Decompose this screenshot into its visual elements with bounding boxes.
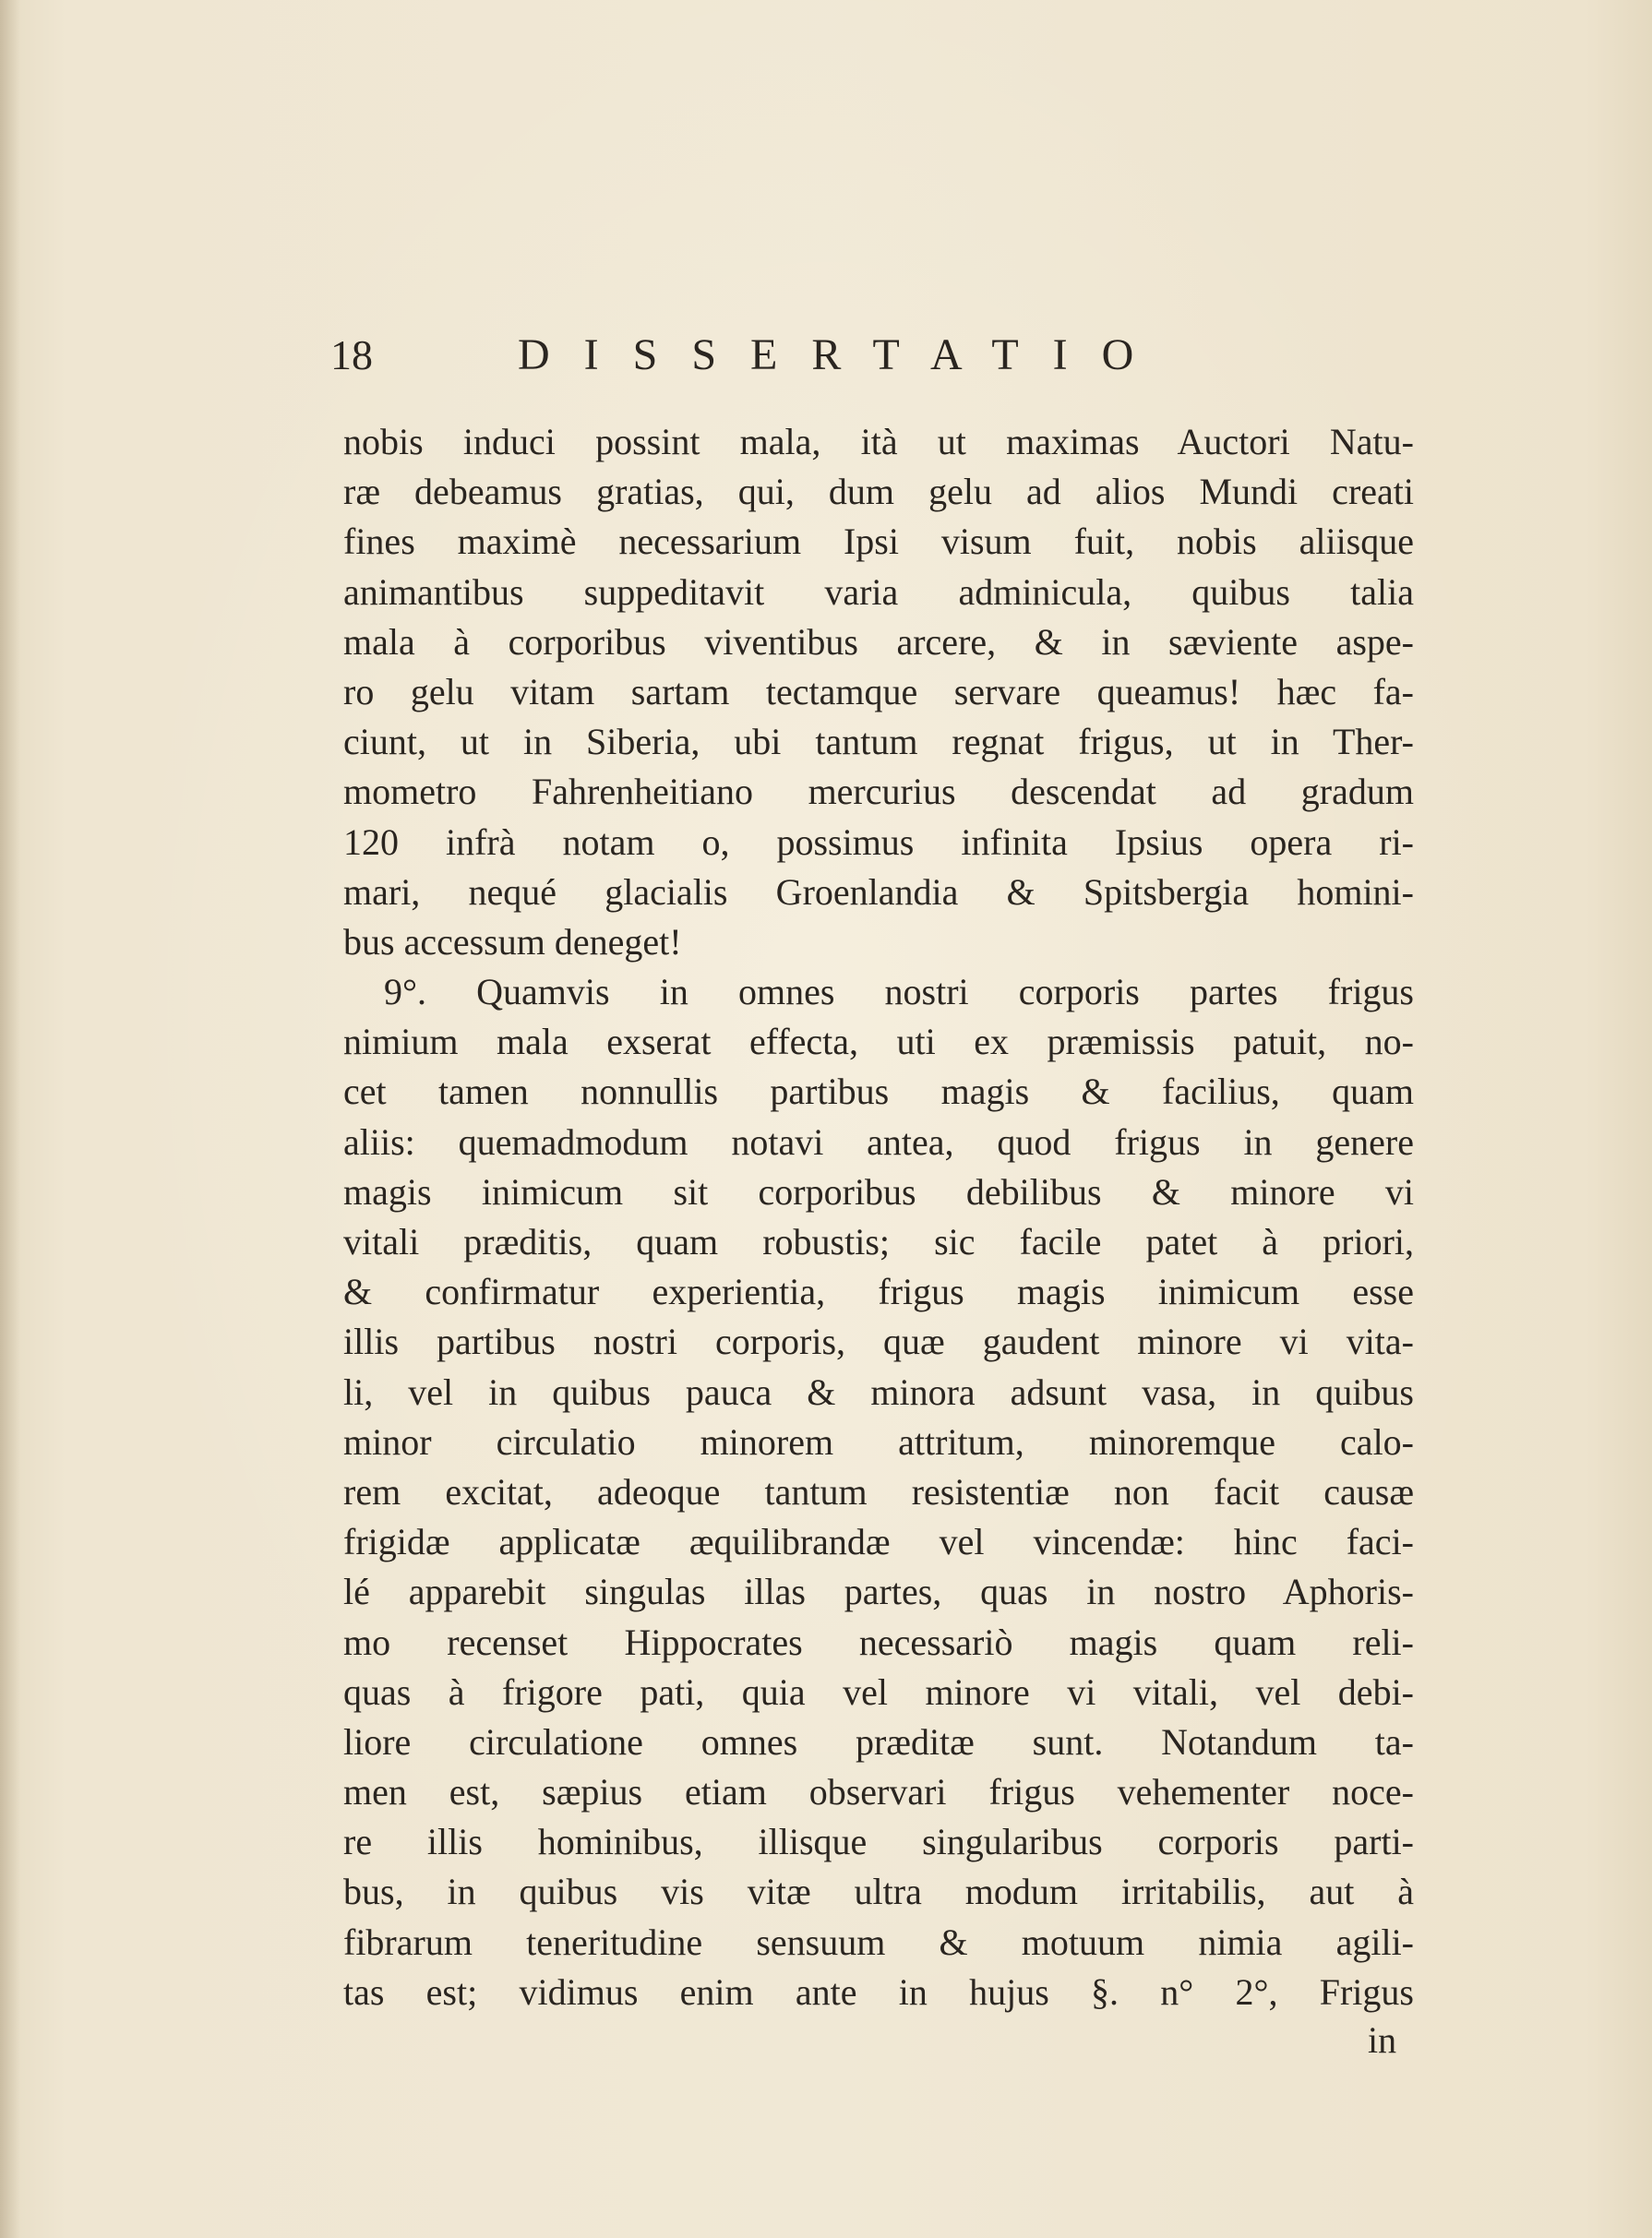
text-line: magis inimicum sit corporibus debilibus & minore vi xyxy=(343,1170,1414,1213)
page-number: 18 xyxy=(330,331,373,378)
text-line: vitali præditis, quam robustis; sic facile patet à priori, xyxy=(343,1221,1414,1263)
text-line: bus, in quibus vis vitæ ultra modum irritabilis, aut à xyxy=(343,1871,1414,1913)
text-line: li, vel in quibus pauca & minora adsunt vasa, in quibus xyxy=(343,1370,1414,1413)
text-line: fibrarum teneritudine sensuum & motuum nimia agili- xyxy=(343,1921,1414,1963)
text-line: rem excitat, adeoque tantum resistentiæ non facit causæ xyxy=(343,1470,1414,1513)
text-line: mometro Fahrenheitiano mercurius descendat ad gradum xyxy=(343,771,1414,813)
running-head xyxy=(330,323,1253,388)
text-line: frigidæ applicatæ æquilibrandæ vel vincendæ: hinc faci- xyxy=(343,1521,1414,1563)
body-text xyxy=(343,417,1414,2017)
running-title: DISSERTATIO xyxy=(518,330,1168,379)
text-line: quas à frigore pati, quia vel minore vi vitali, vel debi- xyxy=(343,1670,1414,1713)
text-line: re illis hominibus, illisque singularibus corporis parti- xyxy=(343,1821,1414,1863)
text-line: cet tamen nonnullis partibus magis & facilius, quam xyxy=(343,1071,1414,1113)
text-line: mala à corporibus viventibus arcere, & in sæviente aspe- xyxy=(343,620,1414,663)
text-line: ro gelu vitam sartam tectamque servare queamus! hæc fa- xyxy=(343,670,1414,712)
text-line: ciunt, ut in Siberia, ubi tantum regnat frigus, ut in Ther- xyxy=(343,721,1414,763)
text-line: liore circulatione omnes præditæ sunt. Notandum ta- xyxy=(343,1720,1414,1763)
text-line: fines maximè necessarium Ipsi visum fuit, nobis aliisque xyxy=(343,521,1414,563)
text-line: mari, nequé glacialis Groenlandia & Spitsbergia homini- xyxy=(343,870,1414,913)
text-line: men est, sæpius etiam observari frigus vehementer noce- xyxy=(343,1771,1414,1813)
text-line: lé apparebit singulas illas partes, quas in nostro Aphoris- xyxy=(343,1571,1414,1613)
catchword: in xyxy=(1368,2019,1397,2061)
text-line: illis partibus nostri corporis, quæ gaudent minore vi vita- xyxy=(343,1321,1414,1363)
text-line: 120 infrà notam o, possimus infinita Ipsius opera ri- xyxy=(343,820,1414,863)
text-line: minor circulatio minorem attritum, minoremque calo- xyxy=(343,1420,1414,1463)
text-line: bus accessum deneget! xyxy=(343,920,682,963)
text-line: aliis: quemadmodum notavi antea, quod frigus in genere xyxy=(343,1120,1414,1163)
text-line: nobis induci possint mala, ità ut maximas Auctori Natu- xyxy=(343,421,1414,462)
text-line: tas est; vidimus enim ante in hujus §. n° 2°, Frigus xyxy=(343,1970,1414,2013)
text-line: ræ debeamus gratias, qui, dum gelu ad alios Mundi creati xyxy=(343,471,1414,513)
text-line: mo recenset Hippocrates necessariò magis quam reli- xyxy=(343,1621,1414,1663)
text-line: & confirmatur experientia, frigus magis inimicum esse xyxy=(343,1271,1414,1313)
paragraph-start-line: 9°. Quamvis in omnes nostri corporis partes frigus xyxy=(384,971,1414,1013)
spine-shadow xyxy=(0,0,20,2238)
text-line: nimium mala exserat effecta, uti ex præmissis patuit, no- xyxy=(343,1021,1414,1063)
text-line: animantibus suppeditavit varia adminicula, quibus talia xyxy=(343,570,1414,613)
